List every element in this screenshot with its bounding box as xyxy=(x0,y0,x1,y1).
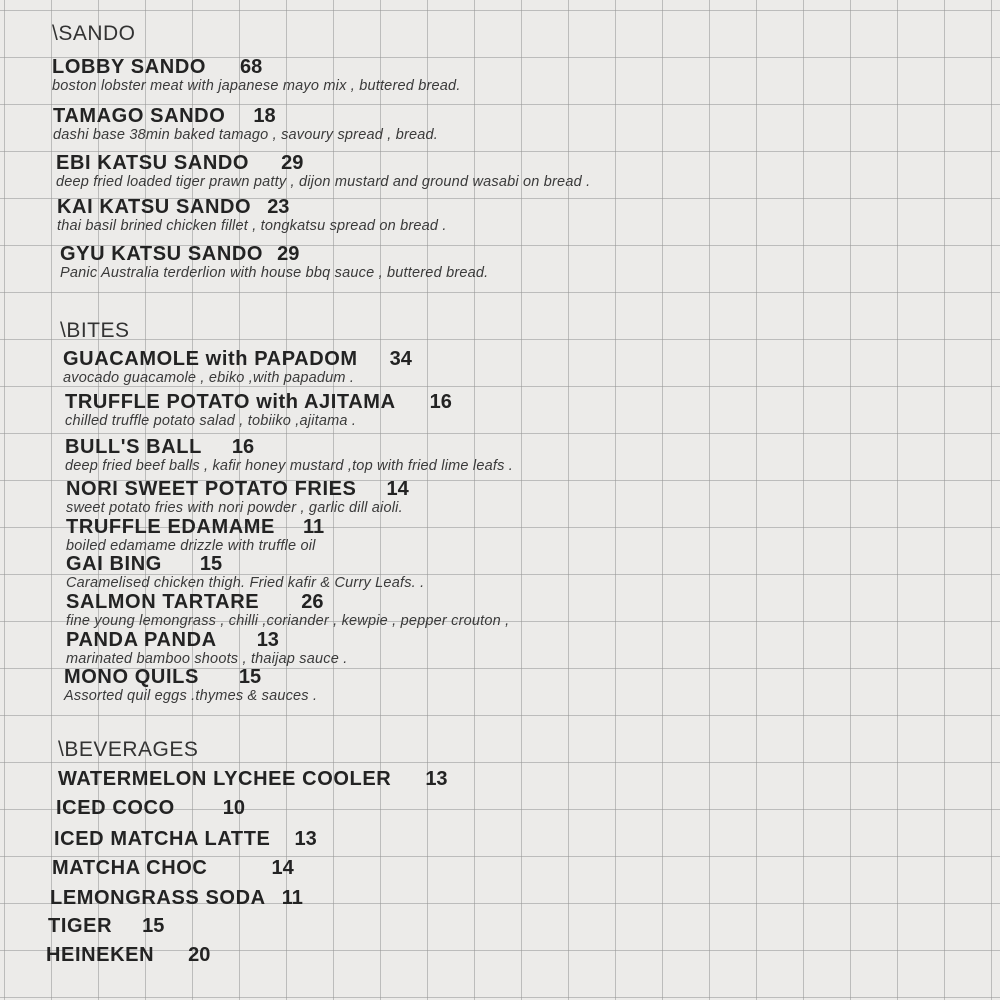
item-name: LOBBY SANDO xyxy=(52,56,207,78)
item-description: avocado guacamole , ebiko ,with papadum . xyxy=(63,370,355,386)
item-price: 16 xyxy=(429,391,452,413)
item-name: TAMAGO SANDO xyxy=(53,105,226,127)
item-name: EBI KATSU SANDO xyxy=(56,152,250,174)
item-price: 23 xyxy=(267,196,290,218)
item-name: PANDA PANDA xyxy=(66,629,217,651)
menu-item-bulls-ball xyxy=(65,436,513,474)
menu-item-nori-fries xyxy=(66,478,409,516)
menu-item-tamago-sando xyxy=(53,105,438,143)
item-price: 10 xyxy=(222,797,245,819)
menu-item-mono-quils xyxy=(64,666,317,704)
item-price: 11 xyxy=(281,887,303,909)
item-price: 13 xyxy=(425,768,448,790)
item-description: chilled truffle potato salad , tobiiko ,ajitama . xyxy=(65,413,357,429)
menu-item-kai-katsu-sando xyxy=(57,196,447,234)
item-name: NORI SWEET POTATO FRIES xyxy=(66,478,357,500)
menu-item-gyu-katsu-sando xyxy=(60,243,488,281)
menu-item-ebi-katsu-sando xyxy=(56,152,590,190)
item-name: TIGER xyxy=(48,915,113,937)
item-description: boiled edamame drizzle with truffle oil xyxy=(66,538,316,554)
menu-item-watermelon-cooler xyxy=(58,768,448,791)
item-price: 14 xyxy=(386,478,409,500)
item-description: dashi base 38min baked tamago , savoury spread , bread. xyxy=(53,127,439,143)
item-name: TRUFFLE POTATO with AJITAMA xyxy=(65,391,396,413)
menu-item-lemongrass-soda xyxy=(50,887,303,910)
item-description: deep fried beef balls , kafir honey mustard ,top with fried lime leafs . xyxy=(65,458,514,474)
menu-item-guacamole xyxy=(63,348,412,386)
item-name: GYU KATSU SANDO xyxy=(60,243,264,265)
item-price: 13 xyxy=(294,828,317,850)
item-price: 13 xyxy=(256,629,279,651)
menu-item-heineken xyxy=(46,944,210,967)
item-price: 26 xyxy=(301,591,324,613)
item-description: Caramelised chicken thigh. Fried kafir & Curry Leafs. . xyxy=(66,575,425,591)
menu-item-truffle-potato xyxy=(65,391,452,429)
menu-item-matcha-choc xyxy=(52,857,294,880)
item-price: 14 xyxy=(271,857,294,879)
item-price: 16 xyxy=(231,436,255,458)
item-price: 29 xyxy=(281,152,304,174)
item-name: MONO QUILS xyxy=(64,666,199,688)
item-price: 29 xyxy=(277,243,300,265)
item-description: Panic Australia terderlion with house bbq sauce , buttered bread. xyxy=(60,265,489,281)
item-price: 11 xyxy=(302,516,325,538)
menu-item-gai-bing xyxy=(66,553,424,591)
item-name: MATCHA CHOC xyxy=(52,857,208,879)
item-name: GUACAMOLE with PAPADOM xyxy=(63,348,358,370)
menu-item-panda-panda xyxy=(66,629,347,667)
item-price: 34 xyxy=(389,348,412,370)
item-description: sweet potato fries with nori powder , garlic dill aioli. xyxy=(66,500,403,516)
item-name: ICED MATCHA LATTE xyxy=(54,828,271,850)
item-name: WATERMELON LYCHEE COOLER xyxy=(58,768,392,790)
item-price: 15 xyxy=(238,666,262,688)
item-description: deep fried loaded tiger prawn patty , dijon mustard and ground wasabi on bread . xyxy=(56,174,591,190)
item-price: 15 xyxy=(199,553,223,575)
item-description: thai basil brined chicken fillet , tongkatsu spread on bread . xyxy=(57,218,447,234)
menu-item-truffle-edamame xyxy=(66,516,324,554)
item-name: GAI BING xyxy=(66,553,162,575)
section-heading-bites: \BITES xyxy=(60,319,130,342)
item-name: BULL'S BALL xyxy=(65,436,202,458)
menu-item-lobby-sando xyxy=(52,56,461,94)
item-name: TRUFFLE EDAMAME xyxy=(66,516,275,538)
item-description: boston lobster meat with japanese mayo mix , buttered bread. xyxy=(52,78,461,94)
item-name: LEMONGRASS SODA xyxy=(50,887,266,909)
item-name: ICED COCO xyxy=(56,797,175,819)
section-heading-sando: \SANDO xyxy=(52,22,136,45)
item-description: marinated bamboo shoots , thaijap sauce . xyxy=(66,651,348,667)
menu-item-tiger xyxy=(48,915,164,938)
item-name: SALMON TARTARE xyxy=(66,591,260,613)
menu-item-iced-matcha-latte xyxy=(54,828,317,851)
item-name: KAI KATSU SANDO xyxy=(57,196,252,218)
section-heading-beverages: \BEVERAGES xyxy=(58,738,199,761)
item-name: HEINEKEN xyxy=(46,944,155,966)
item-price: 15 xyxy=(142,915,165,937)
menu-item-iced-coco xyxy=(56,797,245,820)
item-description: Assorted quil eggs .thymes & sauces . xyxy=(64,688,318,704)
item-description: fine young lemongrass , chilli ,coriander , kewpie , pepper crouton , xyxy=(66,613,510,629)
item-price: 20 xyxy=(188,944,211,966)
item-price: 68 xyxy=(240,56,263,78)
menu-item-salmon-tartare xyxy=(66,591,509,629)
item-price: 18 xyxy=(253,105,276,127)
